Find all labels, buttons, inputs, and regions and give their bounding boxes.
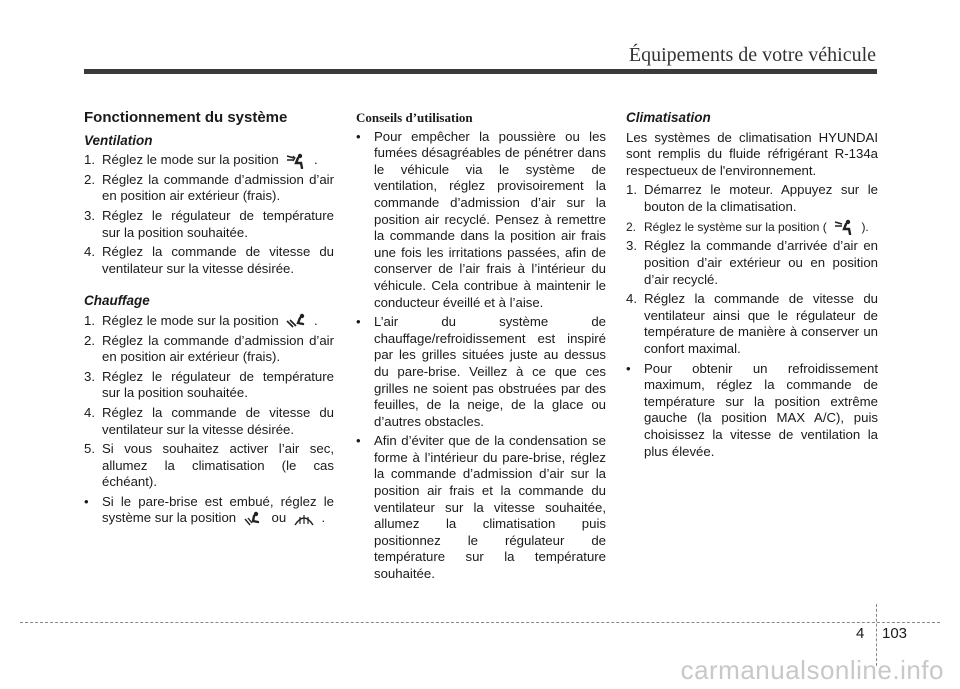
column-operation [84,110,334,530]
column-air-conditioning [626,110,878,463]
page-number: 103 [882,625,908,642]
face-vent-icon [285,153,307,169]
watermark: carmanualsonline.info [680,655,944,685]
page-header-title: Équipements de votre véhicule [628,44,876,66]
section-title: Fonctionnement du système [84,109,288,126]
intro-paragraph: Les systèmes de climatisation HYUNDAI sont remplis du fluide réfrigérant R-134a respectueux de l'environnement. [626,129,878,178]
list-item: 3. Réglez le régulateur de température sur la position souhaitée. [84,207,334,240]
ventilation-title: Ventilation [84,132,153,148]
windshield-defrost-icon [293,511,315,527]
list-item: • L’air du système de chauffage/refroidissement est inspiré par les grilles situées juste au dessus du pare-brise. Veillez à ce que ces grilles ne soient pas obstruées par des feuilles, de la neige, de la glace ou d’autres obstacles. [356,314,606,429]
tips-title: Conseils d’utilisation [356,110,473,125]
list-item: 3. Réglez la commande d’arrivée d’air en position d’air extérieur ou en position d’air recyclé. [626,238,878,287]
chapter-number: 4 [856,625,865,642]
list-item: 2. Réglez la commande d’admission d’air en position air extérieur (frais). [84,171,334,204]
list-item: • Si le pare-brise est embué, réglez le système sur la position ou . [84,493,334,526]
footer-dashed-rule [20,622,940,623]
list-item: • Afin d’éviter que de la condensation se forme à l’intérieur du pare-brise, réglez la commande d’admission d’air sur la position air frais et la commande du ventilateur sur la vitesse souhaitée, allumez la climatisation puis positionnez le régulateur de température sur la température souhaitée. [356,433,606,582]
list-item: 1. Réglez le mode sur la position . [84,152,318,168]
face-vent-icon [833,219,855,235]
header-rule [84,69,877,74]
list-item: 1. Démarrez le moteur. Appuyez sur le bouton de la climatisation. [626,182,878,214]
floor-defrost-icon [243,511,265,527]
list-item: 3. Réglez le régulateur de température sur la position souhaitée. [84,368,334,401]
list-item: 4. Réglez la commande de vitesse du ventilateur ainsi que le régulateur de température de manière à conserver un confort maximal. [626,291,878,356]
floor-vent-icon [285,313,307,329]
climatisation-title: Climatisation [626,110,711,125]
column-tips [356,110,606,586]
list-item: • Pour obtenir un refroidissement maximum, réglez la commande de température sur la position extrême gauche (la position MAX A/C), puis choisissez la vitesse de ventilation la plus élevée. [626,360,878,459]
list-item: 2. Réglez la commande d’admission d’air en position air extérieur (frais). [84,332,334,365]
list-item: 1. Réglez le mode sur la position . [84,312,318,328]
list-item: 2. Réglez le système sur la position ( ). [626,219,869,234]
list-item: 4. Réglez la commande de vitesse du ventilateur sur la vitesse désirée. [84,404,334,437]
chauffage-title: Chauffage [84,293,150,309]
list-item: • Pour empêcher la poussière ou les fumées désagréables de pénétrer dans le véhicule via le système de ventilation, réglez provisoirement la commande d’admission d’air sur la position air recyclé. Pensez à remettre la commande dans la position air frais une fois les irritations passées, afin de conserver de l’air frais à l’intérieur du véhicule. Cela contribue à maintenir le conducteur éveillé et à l’aise. [356,128,606,310]
list-item: 5. Si vous souhaitez activer l’air sec, allumez la climatisation (le cas échéant). [84,441,334,490]
list-item: 4. Réglez la commande de vitesse du ventilateur sur la vitesse désirée. [84,244,334,276]
